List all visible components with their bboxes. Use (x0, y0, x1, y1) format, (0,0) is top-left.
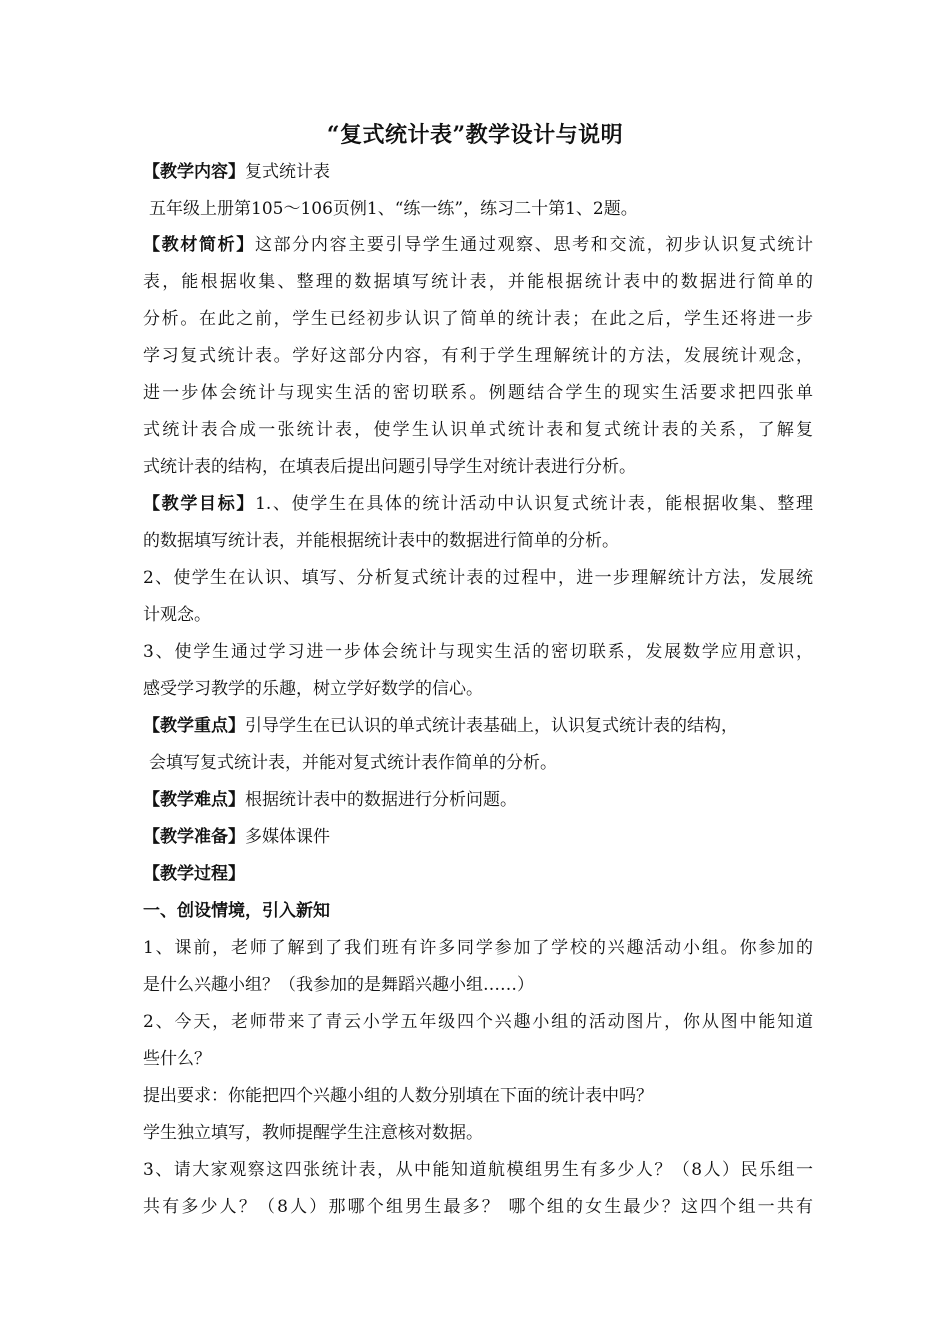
section-label: 【教材简析】 (143, 235, 255, 255)
section-label: 【教学重点】 (143, 716, 245, 736)
paragraph-line: 1、课前，老师了解到了我们班有许多同学参加了学校的兴趣活动小组。你参加的 (143, 938, 813, 958)
paragraph-line: 进一步体会统计与现实生活的密切联系。例题结合学生的现实生活要求把四张单 (143, 383, 813, 403)
paragraph-line: 感受学习教学的乐趣，树立学好数学的信心。 (143, 679, 483, 699)
process-label: 【教学过程】 (143, 864, 245, 884)
paragraph-line: 2、使学生在认识、填写、分析复式统计表的过程中，进一步理解统计方法，发展统 (143, 568, 813, 588)
paragraph-line: 的数据填写统计表，并能根据统计表中的数据进行简单的分析。 (143, 531, 619, 551)
paragraph-line: 分析。在此之前，学生已经初步认识了简单的统计表；在此之后，学生还将进一步 (143, 309, 813, 329)
section-heading: 一、创设情境，引入新知 (143, 901, 330, 921)
paragraph-text: 这部分内容主要引导学生通过观察、思考和交流，初步认识复式统计 (254, 235, 813, 255)
paragraph-line: 2、今天，老师带来了青云小学五年级四个兴趣小组的活动图片，你从图中能知道 (143, 1012, 813, 1032)
paragraph-line: 式统计表的结构，在填表后提出问题引导学生对统计表进行分析。 (143, 457, 636, 477)
key-point-line (143, 714, 813, 738)
section-label: 【教学内容】 (143, 162, 245, 182)
section-label: 【教学目标】 (143, 494, 256, 514)
paragraph-line: 3、请大家观察这四张统计表，从中能知道航模组男生有多少人？（8人）民乐组一 (143, 1160, 813, 1180)
difficulty-line (143, 788, 813, 812)
preparation-line (143, 825, 813, 849)
section-text: 复式统计表 (245, 162, 330, 182)
section-label: 【教学难点】 (143, 790, 245, 810)
paragraph-line: 3、使学生通过学习进一步体会统计与现实生活的密切联系，发展数学应用意识， (143, 642, 813, 662)
page-title: “复式统计表”教学设计与说明 (326, 122, 624, 148)
analysis-line (143, 233, 813, 257)
paragraph-line: 式统计表合成一张统计表，使学生认识单式统计表和复式统计表的关系，了解复 (143, 420, 813, 440)
teaching-content-line (143, 160, 813, 184)
paragraph-line: 共有多少人？（8人）那哪个组男生最多？ 哪个组的女生最少？这四个组一共有 (143, 1197, 813, 1217)
paragraph-line: 会填写复式统计表，并能对复式统计表作简单的分析。 (149, 753, 557, 773)
section-text: 根据统计表中的数据进行分析问题。 (245, 790, 517, 810)
paragraph-line: 计观念。 (143, 605, 211, 625)
section-text: 多媒体课件 (245, 827, 330, 847)
paragraph-line: 学习复式统计表。学好这部分内容，有利于学生理解统计的方法，发展统计观念， (143, 346, 813, 366)
section-label: 【教学准备】 (143, 827, 245, 847)
goals-line (143, 492, 813, 516)
paragraph-line: 些什么？ (143, 1049, 211, 1069)
teaching-content-source: 五年级上册第105～106页例1、“练一练”，练习二十第1、2题。 (149, 199, 638, 219)
paragraph-text: 1.、使学生在具体的统计活动中认识复式统计表，能根据收集、整理 (255, 494, 813, 514)
paragraph-text: 引导学生在已认识的单式统计表基础上，认识复式统计表的结构， (245, 716, 738, 736)
paragraph-line: 表，能根据收集、整理的数据填写统计表，并能根据统计表中的数据进行简单的 (143, 272, 813, 292)
paragraph-line: 学生独立填写，教师提醒学生注意核对数据。 (143, 1123, 483, 1143)
paragraph-line: 是什么兴趣小组？（我参加的是舞蹈兴趣小组……） (143, 975, 534, 995)
paragraph-line: 提出要求：你能把四个兴趣小组的人数分别填在下面的统计表中吗？ (143, 1086, 653, 1106)
